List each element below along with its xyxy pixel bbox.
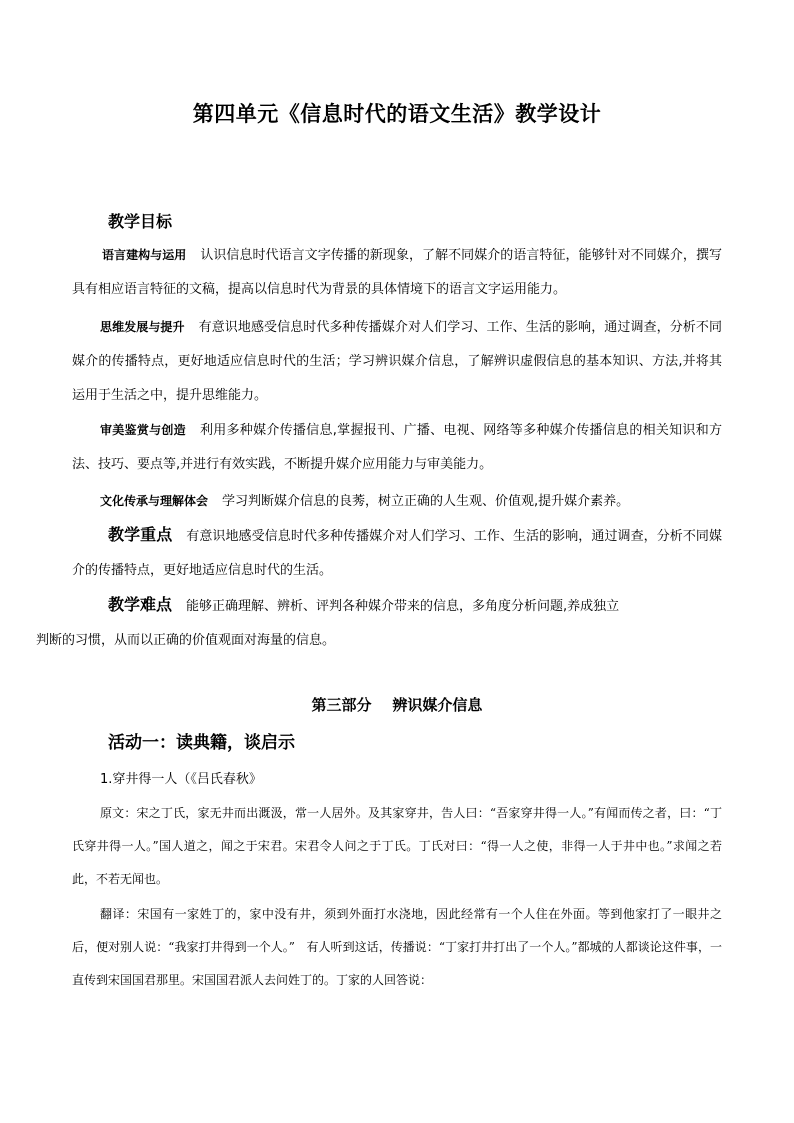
objective-lead: 审美鉴赏与创造 [100, 423, 186, 437]
objective-text: 有意识地感受信息时代多种传播媒介对人们学习、工作、生活的影响，通过调查，分析不同媒介的传播特点，更好地适应信息时代的生活；学习辨识媒介信息，了解辨识虚假信息的基本知识、方法,并将其运用于生活之中，提升思维能力。 [72, 320, 722, 403]
objective-text: 利用多种媒介传播信息,掌握报刊、广播、电视、网络等多种媒介传播信息的相关知识和方法、技巧、要点等,并进行有效实践，不断提升媒介应用能力与审美能力。 [72, 423, 722, 472]
key-points [72, 518, 722, 588]
objective-lead: 文化传承与理解体会 [100, 494, 209, 508]
objective-thinking [72, 310, 722, 413]
objective-lead: 思维发展与提升 [100, 320, 185, 334]
objective-language [72, 238, 722, 307]
key-points-heading: 教学重点 [108, 525, 173, 544]
objectives-heading: 教学目标 [108, 212, 173, 231]
difficulties-text-line1: 能够正确理解、辨析、评判各种媒介带来的信息，多角度分析问题,养成独立 [186, 599, 620, 614]
difficulties [36, 588, 722, 658]
section-title: 第三部分 辨识媒介信息 [311, 696, 483, 714]
page-title: 第四单元《信息时代的语文生活》教学设计 [192, 102, 602, 126]
original-text: 原文：宋之丁氏，家无井而出溉汲，常一人居外。及其家穿井，告人曰：“吾家穿井得一人。”有闻而传之者，曰：“丁氏穿井得一人。”国人道之，闻之于宋君。宋君令人问之于丁氏。丁氏对曰：“得一人之使，非得一人于井中也。”求闻之若此，不若无闻也。 [72, 806, 722, 886]
difficulties-heading: 教学难点 [108, 595, 173, 614]
objective-text: 学习判断媒介信息的良莠，树立正确的人生观、价值观,提升媒介素养。 [222, 494, 630, 509]
objective-text: 认识信息时代语言文字传播的新现象，了解不同媒介的语言特征，能够针对不同媒介，撰写具有相应语言特征的文稿，提高以信息时代为背景的具体情境下的语言文字运用能力。 [72, 248, 722, 297]
difficulties-text-line2: 判断的习惯，从而以正确的价值观面对海量的信息。 [36, 633, 336, 648]
translation-text: 翻译：宋国有一家姓丁的，家中没有井，须到外面打水浇地，因此经常有一个人住在外面。等到他家打了一眼井之后，便对别人说：“我家打井得到一个人。” 有人听到这话，传播说：“丁家打井打出了一个人。”都城的人都谈论这件事，一直传到宋国国君那里。宋国国君派人去问姓丁的。丁家的人回答说： [72, 907, 722, 987]
activity-title: 活动一：读典籍，谈启示 [108, 733, 295, 753]
objective-culture [72, 484, 722, 519]
key-points-text: 有意识地感受信息时代多种传播媒介对人们学习、工作、生活的影响，通过调查，分析不同媒介的传播特点，更好地适应信息时代的生活。 [72, 529, 722, 578]
objective-lead: 语言建构与运用 [102, 248, 187, 262]
objective-aesthetics [72, 413, 722, 482]
item-title: 1.穿井得一人（《吕氏春秋》 [100, 772, 262, 787]
